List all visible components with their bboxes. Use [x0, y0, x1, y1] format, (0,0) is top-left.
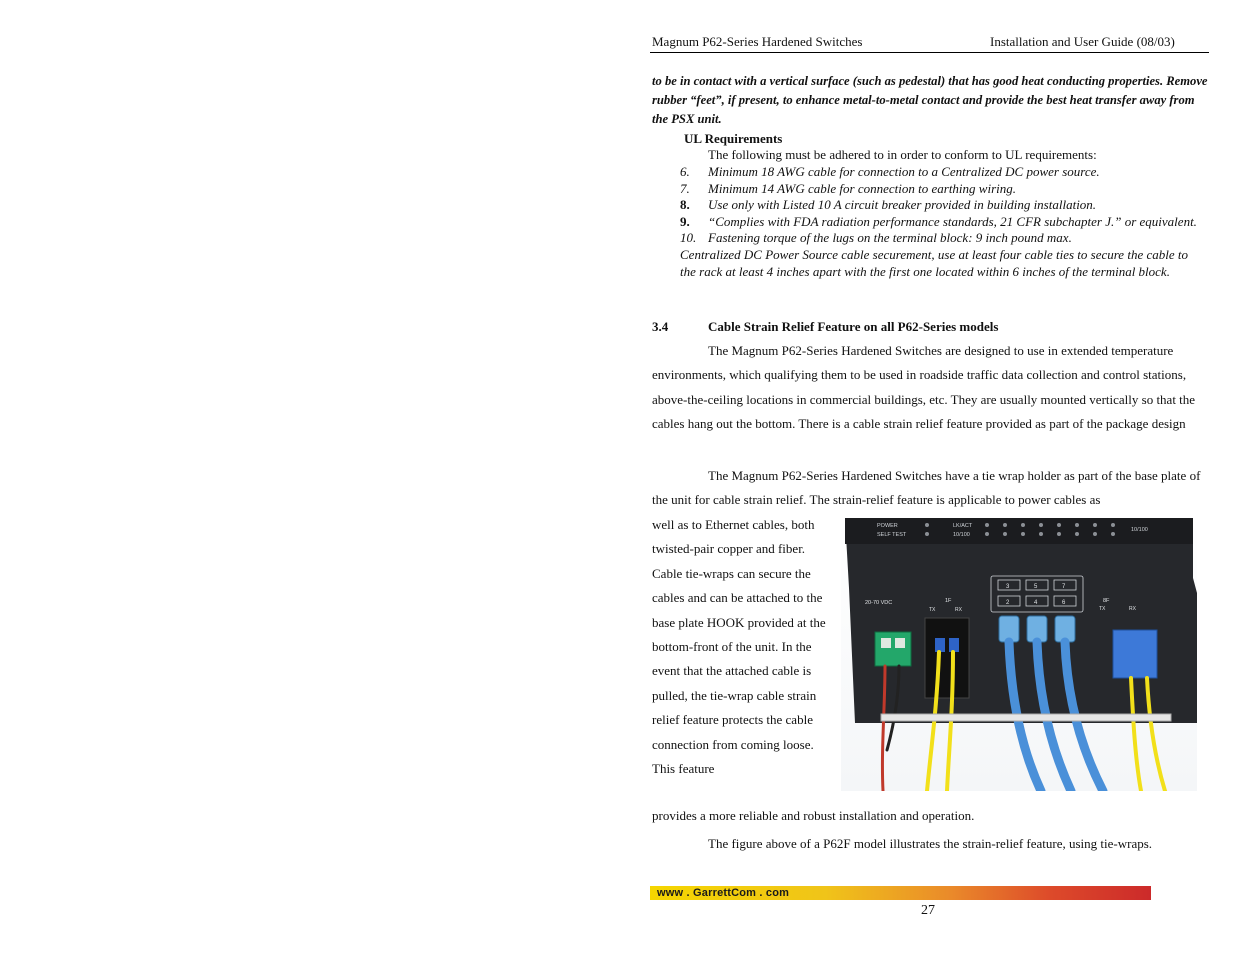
port-label-1f: 1F — [945, 598, 952, 604]
port-label-rx: RX — [955, 607, 962, 613]
terminal-block — [875, 632, 911, 666]
terminal-screw — [881, 638, 891, 648]
paragraph-text: The Magnum P62-Series Hardened Switches are designed to use in extended temperature environments, which qualifying them to be used in roadside traffic data collection and control stations, above-the-ceiling locations in commercial buildings, etc. They are usually mounted vertically so that the cables hang out the bottom. There is a cable strain relief feature provided as part of the package design — [652, 343, 1196, 432]
header-title-right: Installation and User Guide (08/03) — [990, 34, 1175, 49]
ul-requirements-list — [680, 164, 1200, 280]
led-label-lk-act: LK/ACT — [953, 523, 973, 529]
fiber-port-8f — [1113, 630, 1157, 678]
tie-wrap — [881, 714, 1171, 721]
list-item — [680, 181, 1200, 198]
led-label-10-100: 10/100 — [953, 532, 970, 538]
centralized-dc-note: Centralized DC Power Source cable securement, use at least four cable ties to secure the cable to the rack at least 4 inches apart with the first one located within 6 inches of the terminal block. — [680, 246, 1188, 279]
list-item — [680, 214, 1200, 231]
port-number: 7 — [1062, 584, 1066, 590]
section-paragraph-1 — [652, 339, 1212, 437]
list-item-number: 6. — [680, 164, 690, 179]
list-item — [680, 197, 1200, 214]
section-paragraph-2 — [652, 464, 1212, 513]
header-rule — [650, 52, 1209, 53]
section-paragraph-3: The figure above of a P62F model illustrates the strain-relief feature, using tie-wraps. — [708, 836, 1153, 851]
switch-illustration — [841, 518, 1197, 791]
ul-requirements-heading: UL Requirements — [684, 131, 783, 146]
list-item-text: Minimum 18 AWG cable for connection to a Centralized DC power source. — [708, 164, 1100, 179]
intro-paragraph: to be in contact with a vertical surface (such as pedestal) that has good heat conducting properties. Remove rubber “feet”, if present, to enhance metal-to-metal contact and provide the best heat transfer away from the PSX unit. — [652, 74, 1208, 126]
footer-url: www . GarrettCom . com — [657, 887, 790, 899]
switch-photo — [841, 518, 1197, 791]
port-number: 6 — [1062, 600, 1066, 606]
list-item-text: Minimum 14 AWG cable for connection to earthing wiring. — [708, 180, 1016, 196]
led-label-self-test: SELF TEST — [877, 532, 907, 538]
list-item-number: 10. — [680, 230, 697, 246]
list-item-number: 7. — [680, 180, 690, 196]
led-label-power: POWER — [877, 523, 898, 529]
header-title-left: Magnum P62-Series Hardened Switches — [652, 34, 863, 49]
sc-connector — [935, 638, 945, 652]
led-label-10-100-right: 10/100 — [1131, 527, 1148, 533]
page-number: 27 — [921, 903, 935, 918]
list-item-number: 8. — [680, 197, 690, 213]
list-item-number: 9. — [680, 213, 690, 229]
list-item-text: Use only with Listed 10 A circuit breaker provided in building installation. — [708, 197, 1097, 213]
list-item-text: Fastening torque of the lugs on the terminal block: 9 inch pound max. — [708, 230, 1072, 246]
ul-requirements-lead: The following must be adhered to in order to conform to UL requirements: — [708, 147, 1097, 162]
section-paragraph-2-end: provides a more reliable and robust installation and operation. — [652, 808, 975, 823]
section-paragraph-2-wrap: well as to Ethernet cables, both twisted-pair copper and fiber. Cable tie-wraps can secure the cables and can be attached to the base plate HOOK provided at the bottom-front of the unit. In the event that the attached cable is pulled, the tie-wrap cable strain relief feature protects the cable connection from coming loose. This feature — [652, 517, 826, 777]
list-item-text: “Complies with FDA radiation performance standards, 21 CFR subchapter J.” or equivalent. — [708, 213, 1197, 229]
port-label-tx-2: TX — [1099, 606, 1106, 612]
port-number: 2 — [1006, 600, 1010, 606]
voltage-label: 20-70 VDC — [865, 600, 893, 606]
port-label-rx-2: RX — [1129, 606, 1136, 612]
fiber-port-1f — [925, 618, 969, 698]
port-number: 3 — [1006, 584, 1010, 590]
port-label-tx: TX — [929, 607, 936, 613]
port-label-8f: 8F — [1103, 598, 1110, 604]
port-number: 5 — [1034, 584, 1038, 590]
paragraph-text: The Magnum P62-Series Hardened Switches have a tie wrap holder as part of the base plate of the unit for cable strain relief. The strain-relief feature is applicable to power cables as — [652, 468, 1201, 508]
list-item — [680, 230, 1200, 247]
sc-connector — [949, 638, 959, 652]
port-number: 4 — [1034, 600, 1038, 606]
section-title: Cable Strain Relief Feature on all P62-Series models — [708, 319, 999, 334]
section-number: 3.4 — [652, 319, 669, 334]
list-item — [680, 164, 1200, 181]
terminal-screw — [895, 638, 905, 648]
